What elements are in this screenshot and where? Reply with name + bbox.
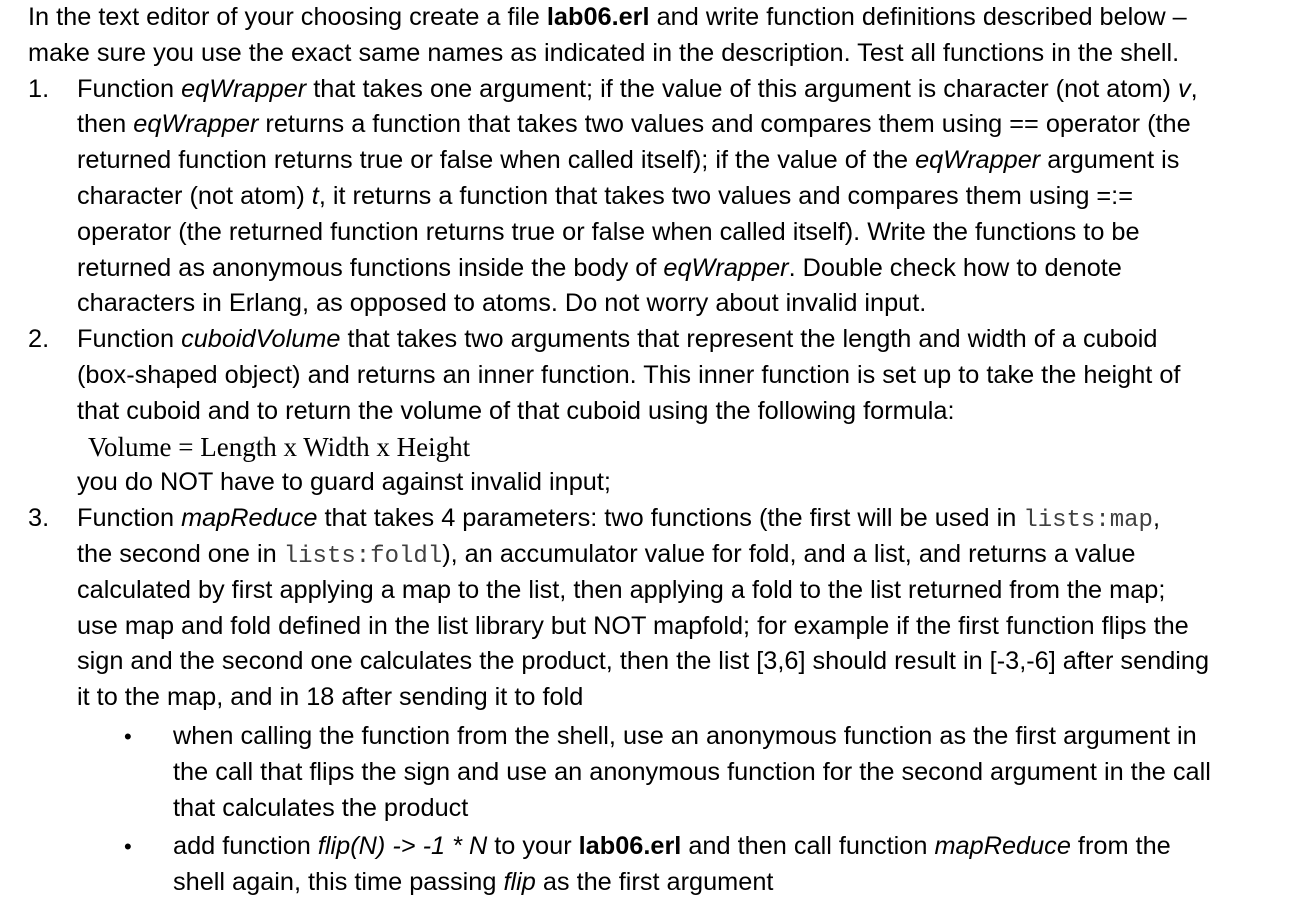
- item-text: that takes one argument; if the value of this argument is character (not atom): [306, 74, 1178, 103]
- item1-line-4: [28, 179, 1300, 215]
- bullet2-line-2: [28, 865, 1300, 901]
- bullet-text: shell again, this time passing: [173, 868, 504, 897]
- item-text: , it returns a function that takes two values and compares them using =:=: [318, 181, 1133, 210]
- item-text: returned as anonymous functions inside the body of: [77, 253, 664, 282]
- item-text: ,: [1152, 504, 1160, 533]
- list-number: 1.: [28, 74, 50, 103]
- bullet-icon: •: [124, 834, 132, 860]
- item-text: then: [77, 110, 134, 139]
- item1-line-3: [28, 143, 1300, 179]
- intro-text: In the text editor of your choosing create a file: [28, 3, 547, 31]
- code-lists-foldl: lists:foldl: [283, 542, 443, 570]
- volume-formula: Volume = Length x Width x Height: [88, 431, 471, 462]
- function-name: eqWrapper: [915, 146, 1041, 175]
- item-text: that takes 4 parameters: two functions (the first will be used in: [317, 504, 1024, 533]
- item1-line-1: [28, 72, 1300, 108]
- char-t: t: [311, 181, 319, 210]
- item3-line-2: [28, 537, 1300, 573]
- item3-line-4: use map and fold defined in the list library but NOT mapfold; for example if the first function flips the: [77, 611, 1189, 640]
- bullet-text: and then call function: [681, 832, 935, 861]
- item-text: ,: [1190, 74, 1198, 103]
- item2-line-3: that cuboid and to return the volume of that cuboid using the following formula:: [77, 396, 955, 425]
- bullet1-line-3: that calculates the product: [173, 793, 469, 822]
- item-text: the second one in: [77, 539, 284, 568]
- list-number: 3.: [28, 504, 50, 533]
- function-name: cuboidVolume: [181, 325, 341, 354]
- intro-line-2: make sure you use the exact same names as indicated in the description. Test all functions in the shell.: [28, 38, 1180, 67]
- bullet-icon: •: [124, 723, 132, 749]
- item-text: ), an accumulator value for fold, and a list, and returns a value: [442, 539, 1136, 568]
- document: [28, 0, 1300, 901]
- flip-definition: flip(N) -> -1 * N: [317, 832, 488, 861]
- item-text: returned function returns true or false when called itself); if the value of the: [77, 146, 916, 175]
- function-name: eqWrapper: [181, 74, 307, 103]
- item1-line-7: characters in Erlang, as opposed to atoms. Do not worry about invalid input.: [77, 289, 927, 318]
- bullet1-line-1: [28, 719, 1300, 755]
- item-text: Function: [77, 325, 182, 354]
- bullet-text: as the first argument: [535, 868, 774, 897]
- item1-line-2: [28, 107, 1300, 143]
- item1-line-5: operator (the returned function returns true or false when called itself). Write the functions to be: [77, 217, 1140, 246]
- item1-line-6: [28, 251, 1300, 287]
- item3-line-3: calculated by first applying a map to the list, then applying a fold to the list returned from the map;: [77, 575, 1166, 604]
- function-name: eqWrapper: [133, 110, 259, 139]
- bullet2-line-1: [28, 829, 1300, 865]
- char-v: v: [1177, 74, 1191, 103]
- filename: lab06.erl: [578, 832, 682, 861]
- bullet-text: add function: [173, 832, 318, 861]
- list-number: 2.: [28, 325, 50, 354]
- function-name: eqWrapper: [663, 253, 789, 282]
- item2-line-5: you do NOT have to guard against invalid input;: [77, 468, 611, 497]
- item3-line-6: it to the map, and in 18 after sending it to fold: [77, 683, 584, 712]
- bullet-text: when calling the function from the shell, use an anonymous function as the first argument in: [173, 721, 1197, 750]
- item-text: Function: [77, 74, 182, 103]
- item-text: character (not atom): [77, 181, 312, 210]
- item3-line-1: [28, 501, 1300, 537]
- item-text: argument is: [1040, 146, 1180, 175]
- item2-line-1: [28, 322, 1300, 358]
- item2-line-2: (box-shaped object) and returns an inner function. This inner function is set up to take the height of: [77, 360, 1181, 389]
- function-name: mapReduce: [934, 832, 1071, 861]
- item-text: returns a function that takes two values and compares them using == operator (the: [258, 110, 1191, 139]
- filename: lab06.erl: [546, 3, 650, 31]
- code-lists-map: lists:map: [1023, 507, 1153, 535]
- bullet1-line-2: the call that flips the sign and use an anonymous function for the second argument in the call: [173, 757, 1211, 786]
- item-text: . Double check how to denote: [788, 253, 1122, 282]
- item-text: that takes two arguments that represent the length and width of a cuboid: [340, 325, 1158, 354]
- bullet-text: from the: [1070, 832, 1171, 861]
- bullet-text: to your: [487, 832, 579, 861]
- intro-text: and write function definitions described below –: [649, 3, 1187, 31]
- function-name: flip: [503, 868, 536, 897]
- intro-line-1: [28, 0, 1300, 36]
- item3-line-5: sign and the second one calculates the product, then the list [3,6] should result in [-3,-6] after sending: [77, 647, 1210, 676]
- function-name: mapReduce: [181, 504, 318, 533]
- item-text: Function: [77, 504, 182, 533]
